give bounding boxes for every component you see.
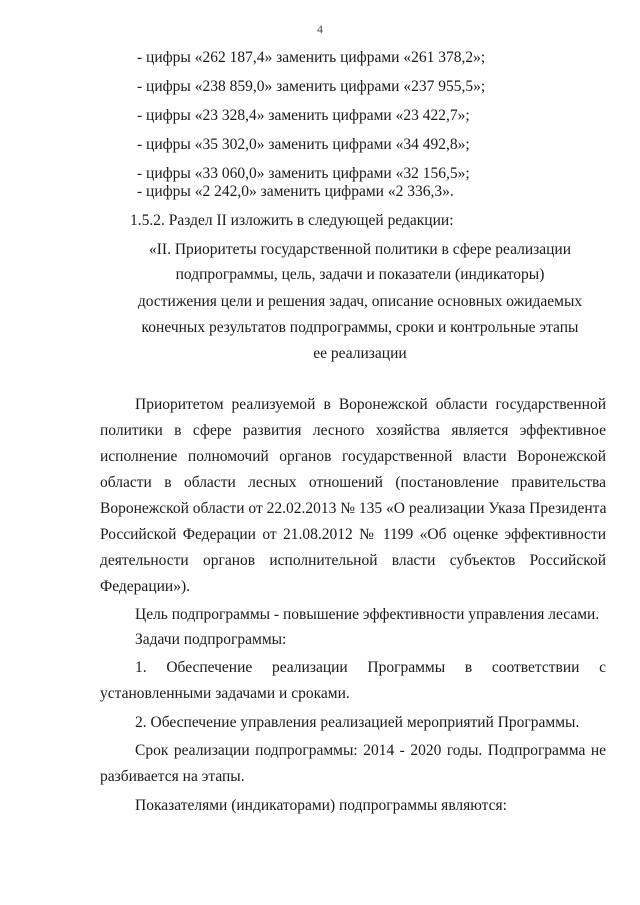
section-heading-line: конечных результатов подпрограммы, сроки и контрольные этапы <box>141 319 579 336</box>
task-item: 1. Обеспечение реализации Программы в соответствии с <box>135 659 606 676</box>
section-heading-line: ее реализации <box>313 345 407 362</box>
replacement-line: - цифры «2 242,0» заменить цифрами «2 336,3». <box>137 183 454 200</box>
replacement-line: - цифры «262 187,4» заменить цифрами «261 378,2»; <box>137 49 486 66</box>
paragraph-line: Воронежской области от 22.02.2013 № 135 «О реализации Указа Президента <box>100 500 607 517</box>
paragraph-line: Федерации»). <box>100 578 190 595</box>
paragraph-line: Приоритетом реализуемой в Воронежской области государственной <box>135 396 606 413</box>
replacement-line: - цифры «33 060,0» заменить цифрами «32 156,5»; <box>137 165 470 182</box>
paragraph-line: деятельности органов исполнительной власти субъектов Российской <box>100 552 606 569</box>
replacement-line: - цифры «23 328,4» заменить цифрами «23 422,7»; <box>137 107 470 124</box>
goal-text: Цель подпрограммы - повышение эффективности управления лесами. <box>135 606 600 623</box>
paragraph-line: области в области лесных отношений (постановление правительства <box>100 474 606 491</box>
tasks-label: Задачи подпрограммы: <box>135 631 287 648</box>
section-heading-line: «II. Приоритеты государственной политики в сфере реализации <box>149 241 571 258</box>
task-item: 2. Обеспечение управления реализацией мероприятий Программы. <box>135 714 580 731</box>
section-heading-line: подпрограммы, цель, задачи и показатели (индикаторы) <box>175 266 545 283</box>
replacement-line: - цифры «238 859,0» заменить цифрами «237 955,5»; <box>137 78 486 95</box>
paragraph-line: политики в сфере развития лесного хозяйства является эффективное <box>100 422 606 439</box>
paragraph-line: Российской Федерации от 21.08.2012 № 1199 «Об оценке эффективности <box>100 526 606 543</box>
replacement-line: - цифры «35 302,0» заменить цифрами «34 492,8»; <box>137 136 470 153</box>
term-text-continuation: разбивается на этапы. <box>100 768 245 785</box>
section-heading-line: достижения цели и решения задач, описание основных ожидаемых <box>137 293 583 310</box>
indicators-label: Показателями (индикаторами) подпрограммы являются: <box>135 797 507 814</box>
page-number: 4 <box>317 22 323 36</box>
section-instruction: 1.5.2. Раздел II изложить в следующей редакции: <box>130 212 454 229</box>
paragraph-line: исполнение полномочий органов государственной власти Воронежской <box>100 448 606 465</box>
task-item-continuation: установленными задачами и сроками. <box>100 685 350 702</box>
term-text: Срок реализации подпрограммы: 2014 - 2020 годы. Подпрограмма не <box>135 742 606 759</box>
